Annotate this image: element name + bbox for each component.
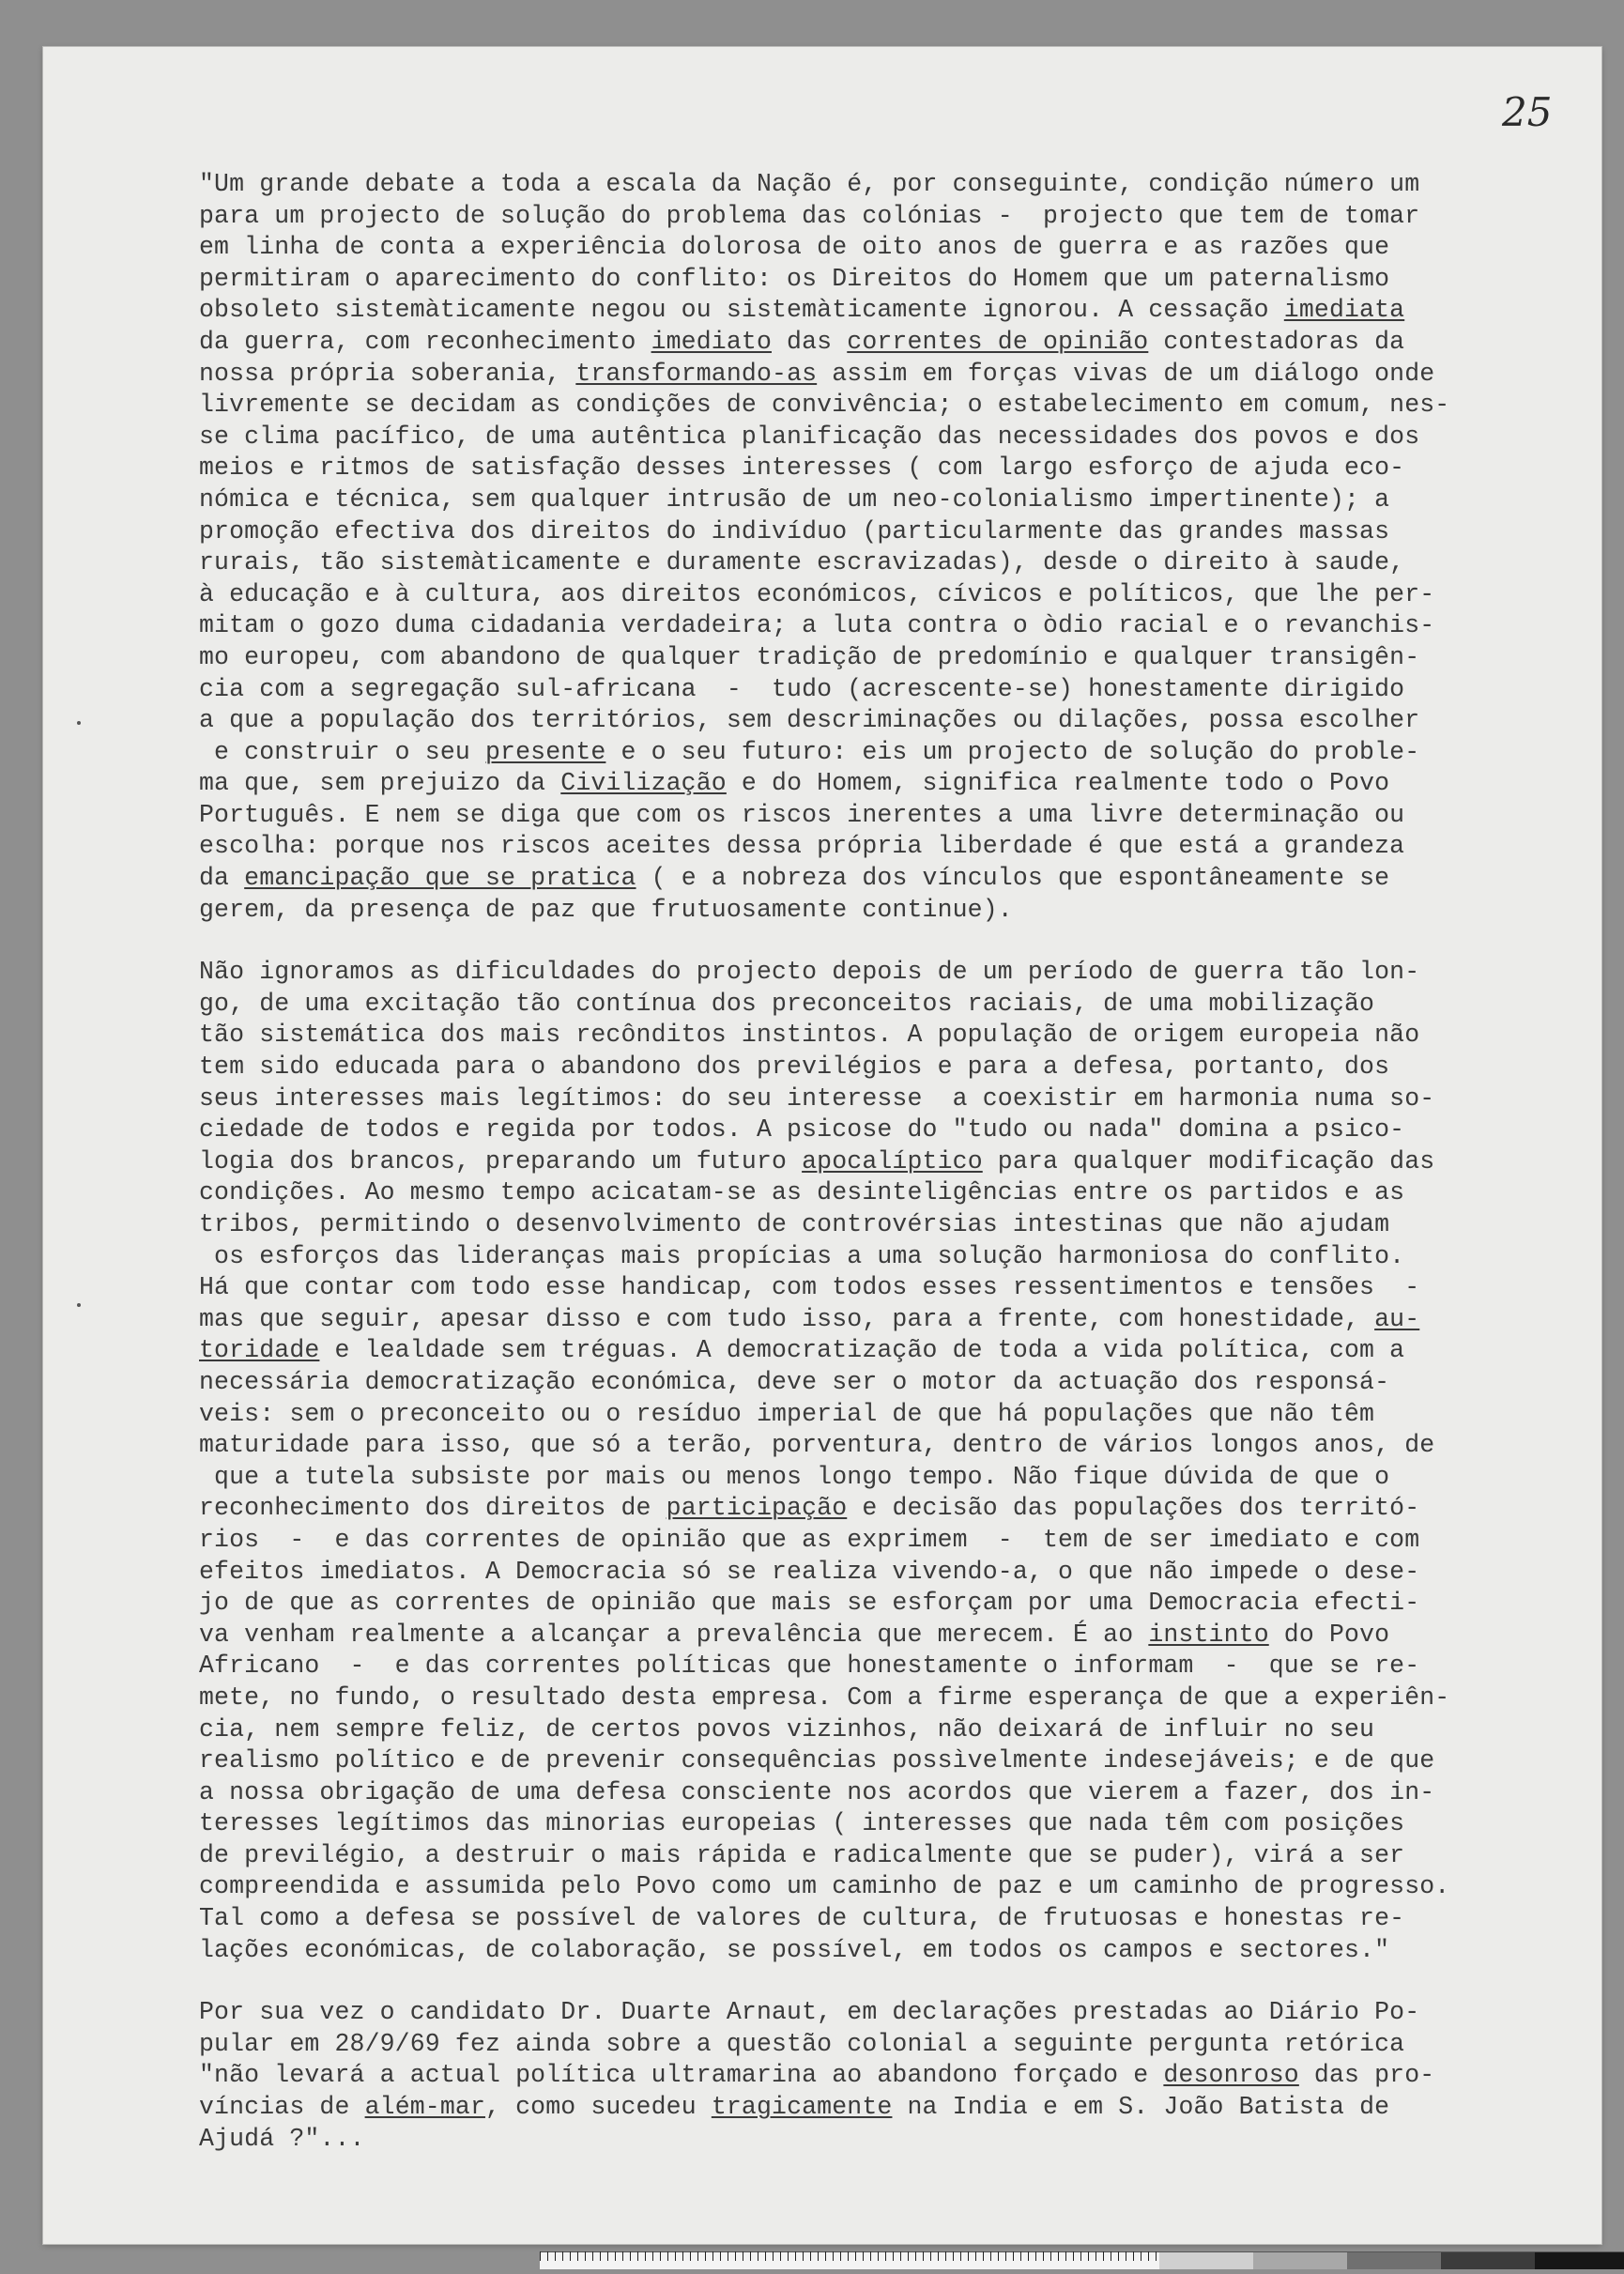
text-segment: e lealdade sem tréguas. A democratização de toda a vida política, com a: [319, 1336, 1405, 1365]
text-segment: lações económicas, de colaboração, se possível, em todos os campos e sectores.": [199, 1935, 1390, 1964]
text-line: [199, 1588, 1579, 1620]
typewritten-body: [199, 169, 1579, 2186]
text-segment: contestadoras da: [1148, 327, 1405, 356]
text-line: [199, 1052, 1579, 1083]
text-segment: na India e em S. João Batista de: [892, 2093, 1390, 2122]
text-segment: para qualquer modificação das: [982, 1146, 1435, 1175]
text-line: [199, 1871, 1579, 1903]
underlined-phrase: além-mar: [364, 2093, 486, 2122]
text-line: [199, 169, 1579, 201]
text-line: [199, 1367, 1579, 1399]
text-segment: tribos, permitindo o desenvolvimento de controvérsias intestinas que não ajudam: [199, 1210, 1390, 1238]
text-segment: para um projecto de solução do problema das colónias - projecto que tem de tomar: [199, 201, 1420, 230]
text-line: [199, 1840, 1579, 1872]
text-line: [199, 1114, 1579, 1146]
text-line: [199, 547, 1579, 579]
text-line: [199, 359, 1579, 391]
scale-bar-segment: [1535, 2252, 1624, 2269]
text-segment: Por sua vez o candidato Dr. Duarte Arnaut, em declarações prestadas ao Diário Po-: [199, 1998, 1420, 2027]
text-segment: da: [199, 864, 245, 893]
text-segment: mo europeu, com abandono de qualquer tradição de predomínio e qualquer transigên-: [199, 642, 1420, 671]
underlined-phrase: transformando-as: [575, 359, 818, 388]
text-segment: compreendida e assumida pelo Povo como um caminho de paz e um caminho de progresso.: [199, 1872, 1450, 1901]
text-line: [199, 1335, 1579, 1367]
text-segment: ciedade de todos e regida por todos. A psicose do "tudo ou nada" domina a psico-: [199, 1115, 1405, 1145]
text-segment: mitam o gozo duma cidadania verdadeira; a luta contra o òdio racial e o revanchis-: [199, 611, 1435, 640]
text-line: [199, 453, 1579, 484]
text-line: [199, 1525, 1579, 1557]
underlined-phrase: apocalíptico: [802, 1146, 983, 1175]
text-line: [199, 1620, 1579, 1652]
text-line: [199, 705, 1579, 737]
text-segment: "Um grande debate a toda a escala da Nação é, por conseguinte, condição número um: [199, 170, 1420, 198]
text-line: [199, 1304, 1579, 1336]
underlined-phrase: Civilização: [560, 769, 727, 798]
text-segment: ma que, sem prejuizo da: [199, 769, 561, 798]
text-segment: va venham realmente a alcançar a prevalência que merecem. É ao: [199, 1620, 1149, 1649]
text-segment: Não ignoramos as dificuldades do projecto depois de um período de guerra tão lon-: [199, 958, 1420, 987]
text-segment: se clima pacífico, de uma autêntica planificação das necessidades dos povos e dos: [199, 422, 1420, 451]
text-segment: e construir o seu: [199, 737, 485, 766]
text-line: [199, 957, 1579, 989]
text-line: [199, 989, 1579, 1021]
text-segment: cia, nem sempre feliz, de certos povos vizinhos, não deixará de influir no seu: [199, 1714, 1375, 1744]
text-line: [199, 1682, 1579, 1714]
text-segment: escolha: porque nos riscos aceites dessa própria liberdade é que está a grandeza: [199, 832, 1405, 861]
underlined-phrase: au-: [1374, 1304, 1420, 1333]
text-segment: necessária democratização económica, deve ser o motor da actuação dos responsá-: [199, 1367, 1390, 1396]
text-line: [199, 422, 1579, 453]
text-segment: teresses legítimos das minorias europeias ( interesses que nada têm com posições: [199, 1809, 1405, 1838]
text-segment: tem sido educada para o abandono dos previlégios e para a defesa, portanto, dos: [199, 1052, 1390, 1082]
text-segment: a nossa obrigação de uma defesa consciente nos acordos que vierem a fazer, dos in-: [199, 1777, 1435, 1806]
text-line: [199, 1462, 1579, 1494]
text-line: [199, 327, 1579, 359]
underlined-phrase: tragicamente: [711, 2093, 893, 2122]
text-line: [199, 1651, 1579, 1682]
underlined-phrase: correntes de opinião: [847, 327, 1149, 356]
text-segment: de previlégio, a destruir o mais rápida e radicalmente que se puder), virá a ser: [199, 1840, 1405, 1869]
text-line: [199, 2060, 1579, 2092]
text-segment: promoção efectiva dos direitos do indivíduo (particularmente das grandes massas: [199, 516, 1390, 545]
text-line: [199, 516, 1579, 548]
text-line: [199, 831, 1579, 863]
underlined-phrase: instinto: [1148, 1620, 1269, 1649]
text-line: [199, 1777, 1579, 1809]
text-line: [199, 895, 1579, 927]
scale-bar-segment: [1159, 2252, 1253, 2269]
text-line: [199, 1714, 1579, 1746]
underlined-phrase: presente: [485, 737, 606, 766]
text-line: [199, 642, 1579, 674]
text-segment: a que a população dos territórios, sem descriminações ou dilações, possa escolher: [199, 706, 1420, 735]
text-line: [199, 1083, 1579, 1115]
text-line: [199, 674, 1579, 706]
text-line: [199, 610, 1579, 642]
margin-dot: [77, 1303, 81, 1307]
underlined-phrase: participação: [666, 1494, 848, 1523]
margin-dot: [77, 721, 81, 725]
text-segment: cia com a segregação sul-africana - tudo (acrescente-se) honestamente dirigido: [199, 674, 1405, 703]
scan-scale-ticks: [540, 2251, 1159, 2261]
text-segment: tão sistemática dos mais recônditos instintos. A população de origem europeia não: [199, 1021, 1420, 1050]
text-segment: e do Homem, significa realmente todo o Povo: [726, 769, 1390, 798]
text-segment: ( e a nobreza dos vínculos que espontâneamente se: [636, 864, 1390, 893]
text-segment: do Povo: [1268, 1620, 1390, 1649]
text-segment: permitiram o aparecimento do conflito: os Direitos do Homem que um paternalismo: [199, 264, 1390, 293]
text-segment: à educação e à cultura, aos direitos económicos, cívicos e políticos, que lhe per-: [199, 579, 1435, 608]
underlined-phrase: desonroso: [1163, 2061, 1299, 2090]
paragraph: [199, 169, 1579, 926]
text-line: [199, 1808, 1579, 1840]
text-line: [199, 1430, 1579, 1462]
text-segment: pular em 28/9/69 fez ainda sobre a questão colonial a seguinte pergunta retórica: [199, 2029, 1405, 2058]
text-segment: realismo político e de prevenir consequências possìvelmente indesejáveis; e de que: [199, 1746, 1435, 1775]
text-line: [199, 1146, 1579, 1178]
text-segment: das pro-: [1298, 2061, 1435, 2090]
text-line: [199, 2092, 1579, 2124]
text-segment: jo de que as correntes de opinião que mais se esforçam por uma Democracia efecti-: [199, 1589, 1420, 1618]
text-segment: condições. Ao mesmo tempo acicatam-se as desinteligências entre os partidos e as: [199, 1178, 1405, 1207]
text-line: [199, 579, 1579, 611]
text-segment: maturidade para isso, que só a terão, porventura, dentro de vários longos anos, de: [199, 1431, 1435, 1460]
text-segment: os esforços das lideranças mais propícias a uma solução harmoniosa do conflito.: [199, 1241, 1405, 1270]
text-segment: em linha de conta a experiência dolorosa de oito anos de guerra e as razões que: [199, 233, 1390, 262]
text-segment: víncias de: [199, 2093, 365, 2122]
text-segment: veis: sem o preconceito ou o resíduo imperial de que há populações que não têm: [199, 1399, 1375, 1428]
text-segment: efeitos imediatos. A Democracia só se realiza vivendo-a, o que não impede o dese-: [199, 1557, 1420, 1586]
underlined-phrase: imediato: [651, 327, 772, 356]
text-line: [199, 1997, 1579, 2029]
text-line: [199, 484, 1579, 516]
text-segment: nossa própria soberania,: [199, 359, 576, 388]
text-segment: Tal como a defesa se possível de valores de cultura, de frutuosas e honestas re-: [199, 1904, 1405, 1933]
paragraph: [199, 1997, 1579, 2155]
text-segment: meios e ritmos de satisfação desses interesses ( com largo esforço de ajuda eco-: [199, 453, 1405, 483]
text-segment: reconhecimento dos direitos de: [199, 1494, 666, 1523]
text-line: [199, 2124, 1579, 2156]
text-segment: obsoleto sistemàticamente negou ou sistemàticamente ignorou. A cessação: [199, 296, 1284, 325]
text-segment: rios - e das correntes de opinião que as exprimem - tem de ser imediato e com: [199, 1525, 1420, 1554]
text-line: [199, 1177, 1579, 1209]
text-segment: Português. E nem se diga que com os riscos inerentes a uma livre determinação ou: [199, 800, 1405, 829]
text-segment: que a tutela subsiste por mais ou menos longo tempo. Não fique dúvida de que o: [199, 1462, 1390, 1491]
underlined-phrase: imediata: [1283, 296, 1405, 325]
text-segment: Há que contar com todo esse handicap, com todos esses ressentimentos e tensões -: [199, 1273, 1420, 1302]
text-segment: e o seu futuro: eis um projecto de solução do proble-: [605, 737, 1420, 766]
text-segment: livremente se decidam as condições de convivência; o estabelecimento em comum, nes-: [199, 391, 1450, 420]
scale-bar-segment: [1253, 2252, 1347, 2269]
text-segment: logia dos brancos, preparando um futuro: [199, 1146, 803, 1175]
text-line: [199, 390, 1579, 422]
text-segment: assim em forças vivas de um diálogo onde: [817, 359, 1435, 388]
text-line: [199, 295, 1579, 327]
text-segment: das: [772, 327, 848, 356]
text-segment: go, de uma excitação tão contínua dos preconceitos raciais, de uma mobilização: [199, 989, 1375, 1018]
text-line: [199, 2029, 1579, 2061]
text-line: [199, 1935, 1579, 1967]
text-segment: nómica e técnica, sem qualquer intrusão de um neo-colonialismo impertinente); a: [199, 484, 1390, 514]
text-line: [199, 201, 1579, 233]
text-line: [199, 1903, 1579, 1935]
text-line: [199, 1209, 1579, 1241]
page-number: 25: [1502, 89, 1553, 135]
text-line: [199, 1020, 1579, 1052]
text-segment: gerem, da presença de paz que frutuosamente continue).: [199, 895, 1013, 924]
text-segment: Africano - e das correntes políticas que honestamente o informam - que se re-: [199, 1652, 1420, 1681]
text-line: [199, 1272, 1579, 1304]
text-segment: seus interesses mais legítimos: do seu interesse a coexistir em harmonia numa so-: [199, 1083, 1435, 1113]
text-segment: Ajudá ?"...: [199, 2124, 365, 2153]
text-line: [199, 863, 1579, 895]
underlined-phrase: toridade: [199, 1336, 320, 1365]
text-line: [199, 768, 1579, 800]
text-line: [199, 1745, 1579, 1777]
text-line: [199, 232, 1579, 264]
text-segment: "não levará a actual política ultramarina ao abandono forçado e: [199, 2061, 1164, 2090]
text-line: [199, 800, 1579, 832]
text-line: [199, 1241, 1579, 1273]
text-segment: rurais, tão sistemàticamente e duramente escravizadas), desde o direito à saude,: [199, 548, 1405, 577]
text-segment: mete, no fundo, o resultado desta empresa. Com a firme esperança de que a experiên-: [199, 1682, 1450, 1712]
text-line: [199, 1557, 1579, 1589]
text-line: [199, 737, 1579, 769]
text-line: [199, 264, 1579, 296]
text-line: [199, 1399, 1579, 1431]
scale-bar-segment: [1441, 2252, 1535, 2269]
paragraph: [199, 957, 1579, 1966]
underlined-phrase: emancipação que se pratica: [244, 864, 636, 893]
text-segment: e decisão das populações dos territó-: [847, 1494, 1420, 1523]
text-line: [199, 1493, 1579, 1525]
text-segment: , como sucedeu: [485, 2093, 712, 2122]
scale-bar-segment: [1347, 2252, 1441, 2269]
text-segment: da guerra, com reconhecimento: [199, 327, 651, 356]
text-segment: mas que seguir, apesar disso e com tudo isso, para a frente, com honestidade,: [199, 1304, 1375, 1333]
